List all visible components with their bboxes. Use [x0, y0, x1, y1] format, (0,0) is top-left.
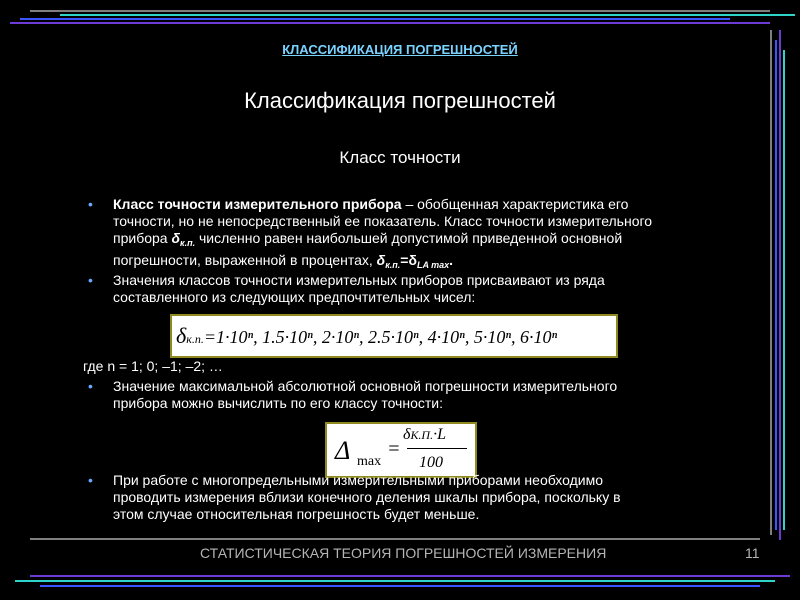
bottom-line-1	[30, 538, 760, 540]
b1-line1: – обобщенная характеристика его	[401, 196, 629, 212]
top-line-2	[60, 14, 795, 16]
formula-max-error: Δ max = δК.П.·L 100	[325, 422, 477, 478]
page-title: Классификация погрешностей	[244, 88, 556, 113]
top-line-4	[10, 22, 770, 24]
b1-line4: погрешности, выраженной в процентах, $\delta_{к.п.}=\delta_{LA max}$.	[113, 252, 454, 270]
top-line-1	[30, 10, 770, 12]
bullet-text-4: При работе с многопредельными измерительными приборами необходимо проводить измерения вблизи конечного деления шкалы прибора, поскольку в этом случае относительная погрешность будет меньше.	[113, 472, 621, 522]
where-text: где n = 1; 0; –1; –2; …	[83, 358, 223, 374]
bullet-text-2: Значения классов точности измерительных приборов присваивают из ряда составленного из следующих предпочтительных чисел:	[113, 272, 605, 305]
bullet-text-3: Значение максимальной абсолютной основной погрешности измерительного прибора можно вычислить по его классу точности:	[113, 378, 618, 411]
bottom-line-4	[40, 585, 760, 587]
bottom-line-3	[15, 580, 775, 582]
bullet-marker-2: •	[88, 272, 93, 288]
bullet-marker-4: •	[88, 472, 93, 488]
bottom-line-2	[30, 575, 790, 577]
header-link[interactable]: КЛАССИФИКАЦИЯ ПОГРЕШНОСТЕЙ	[282, 42, 518, 57]
right-vline-4	[783, 50, 785, 530]
bullet-text-1	[113, 196, 713, 274]
formula-accuracy-classes: δк.п.=1·10ⁿ, 1.5·10ⁿ, 2·10ⁿ, 2.5·10ⁿ, 4·10ⁿ, 5·10ⁿ, 6·10ⁿ	[170, 314, 618, 358]
page-number: 11	[745, 545, 760, 561]
footer-title: СТАТИСТИЧЕСКАЯ ТЕОРИЯ ПОГРЕШНОСТЕЙ ИЗМЕРЕНИЯ	[200, 545, 607, 561]
bullet-marker-3: •	[88, 378, 93, 394]
b1-line3: прибора $\delta_{к.п.}$ численно равен наибольшей допустимой приведенной основной	[113, 230, 623, 248]
bullet-marker-1: •	[88, 196, 93, 212]
term-bold: Класс точности измерительного прибора	[113, 196, 402, 212]
page-subtitle: Класс точности	[339, 148, 461, 167]
b1-line2: точности, но не непосредственный ее показатель. Класс точности измерительного	[113, 213, 653, 229]
top-line-3	[20, 18, 730, 20]
